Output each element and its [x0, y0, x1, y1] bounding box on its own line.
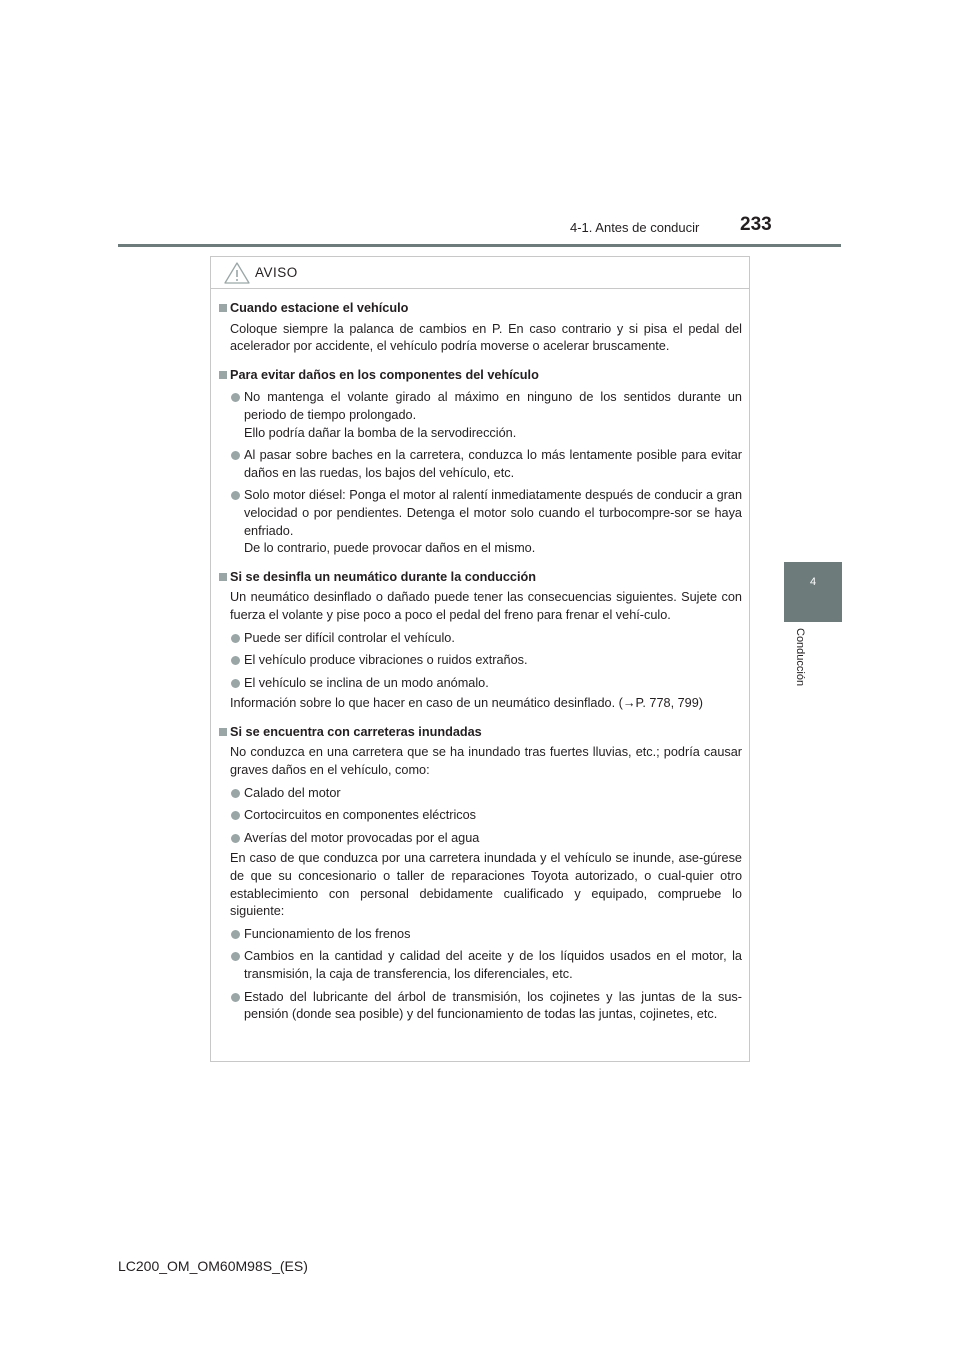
bullet-item [217, 948, 742, 983]
round-bullet-icon [231, 993, 240, 1002]
square-bullet-icon [219, 573, 227, 581]
bullet-text: El vehículo se inclina de un modo anómalo. [244, 675, 489, 690]
bullet-text: Al pasar sobre baches en la carretera, conduzca lo más lentamente posible para evitar daños en las ruedas, los bajos del vehículo, etc. [244, 448, 742, 480]
paragraph: En caso de que conduzca por una carretera inundada y el vehículo se inunde, ase-gúrese de que su concesionario o taller de reparaciones Toyota autorizado, o cual-quier otro establecimiento con personal debidamente cualificado y equipado, compruebe lo siguiente: [230, 851, 742, 919]
round-bullet-icon [231, 679, 240, 688]
header-section: 4-1. Antes de conducir [570, 220, 700, 235]
round-bullet-icon [231, 811, 240, 820]
warning-box [210, 256, 750, 1062]
round-bullet-icon [231, 656, 240, 665]
square-bullet-icon [219, 728, 227, 736]
bullet-text: Cambios en la cantidad y calidad del aceite y de los líquidos usados en el motor, la transmisión, la caja de transferencia, los diferenciales, etc. [244, 949, 742, 981]
bullet-text: Estado del lubricante del árbol de transmisión, los cojinetes y las juntas de la sus-pensión (donde sea posible) y del funcionamiento de todas las juntas, cojinetes, etc. [244, 989, 742, 1022]
bullet-text: No mantenga el volante girado al máximo en ninguno de los sentidos durante un periodo de tiempo prolongado. Ello podría dañar la bomba de la servodirección. [244, 390, 742, 440]
bullet-item [217, 630, 742, 648]
bullet-item [217, 652, 742, 670]
bullet-text: Cortocircuitos en componentes eléctricos [244, 808, 477, 823]
paragraph: No conduzca en una carretera que se ha inundado tras fuertes lluvias, etc.; podría causar graves daños en el vehículo, como: [230, 745, 742, 778]
section-title [217, 300, 742, 318]
square-bullet-icon [219, 304, 227, 312]
warning-title: AVISO [255, 265, 298, 280]
section-title [217, 724, 742, 742]
bullet-text: Calado del motor [244, 785, 341, 800]
round-bullet-icon [231, 952, 240, 961]
section-title [217, 569, 742, 587]
header-rule [118, 244, 841, 247]
paragraph: Un neumático desinflado o dañado puede tener las consecuencias siguientes. Sujete con fuerza el volante y pise poco a poco el pedal del freno para frenar el vehí-culo. [230, 590, 742, 622]
section-title-text: Para evitar daños en los componentes del vehículo [230, 367, 539, 382]
round-bullet-icon [231, 451, 240, 460]
round-bullet-icon [231, 393, 240, 402]
paragraph: Información sobre lo que hacer en caso de un neumático desinflado. (→P. 778, 799) [230, 696, 704, 711]
round-bullet-icon [231, 834, 240, 843]
bullet-text: Averías del motor provocadas por el agua [244, 830, 480, 845]
bullet-item [217, 989, 742, 1024]
section-title-text: Si se encuentra con carreteras inundadas [230, 724, 482, 739]
bullet-item [217, 926, 742, 944]
chapter-label [794, 628, 806, 708]
page-number: 233 [740, 214, 772, 235]
bullet-item [217, 807, 742, 825]
square-bullet-icon [219, 371, 227, 379]
warning-header [211, 257, 749, 289]
bullet-text: El vehículo produce vibraciones o ruidos extraños. [244, 653, 528, 668]
chapter-tab [784, 562, 842, 622]
footer-code: LC200_OM_OM60M98S_(ES) [118, 1258, 308, 1274]
round-bullet-icon [231, 930, 240, 939]
bullet-item [217, 785, 742, 803]
warning-content [211, 289, 749, 1024]
bullet-item [217, 447, 742, 482]
bullet-text: Funcionamiento de los frenos [244, 926, 411, 941]
chapter-title: Conducción [794, 628, 806, 687]
round-bullet-icon [231, 789, 240, 798]
chapter-number: 4 [809, 576, 817, 588]
bullet-item [217, 675, 742, 693]
round-bullet-icon [231, 491, 240, 500]
warning-triangle-icon [223, 261, 251, 285]
bullet-item [217, 389, 742, 442]
section-title-text: Si se desinfla un neumático durante la conducción [230, 569, 536, 584]
paragraph: Coloque siempre la palanca de cambios en P. En caso contrario y si pisa el pedal del acelerador por accidente, el vehículo podría moverse o acelerar bruscamente. [230, 321, 742, 354]
section-title [217, 367, 742, 385]
bullet-item [217, 830, 742, 848]
bullet-text: Solo motor diésel: Ponga el motor al ralentí inmediatamente después de conducir a gran velocidad o por pendientes. Detenga el motor solo cuando el turbocompre-sor se haya enfriado. De lo contrario, puede provocar daños en el mismo. [244, 488, 742, 556]
bullet-item [217, 487, 742, 557]
section-title-text: Cuando estacione el vehículo [230, 301, 409, 315]
bullet-text: Puede ser difícil controlar el vehículo. [244, 630, 455, 645]
round-bullet-icon [231, 634, 240, 643]
